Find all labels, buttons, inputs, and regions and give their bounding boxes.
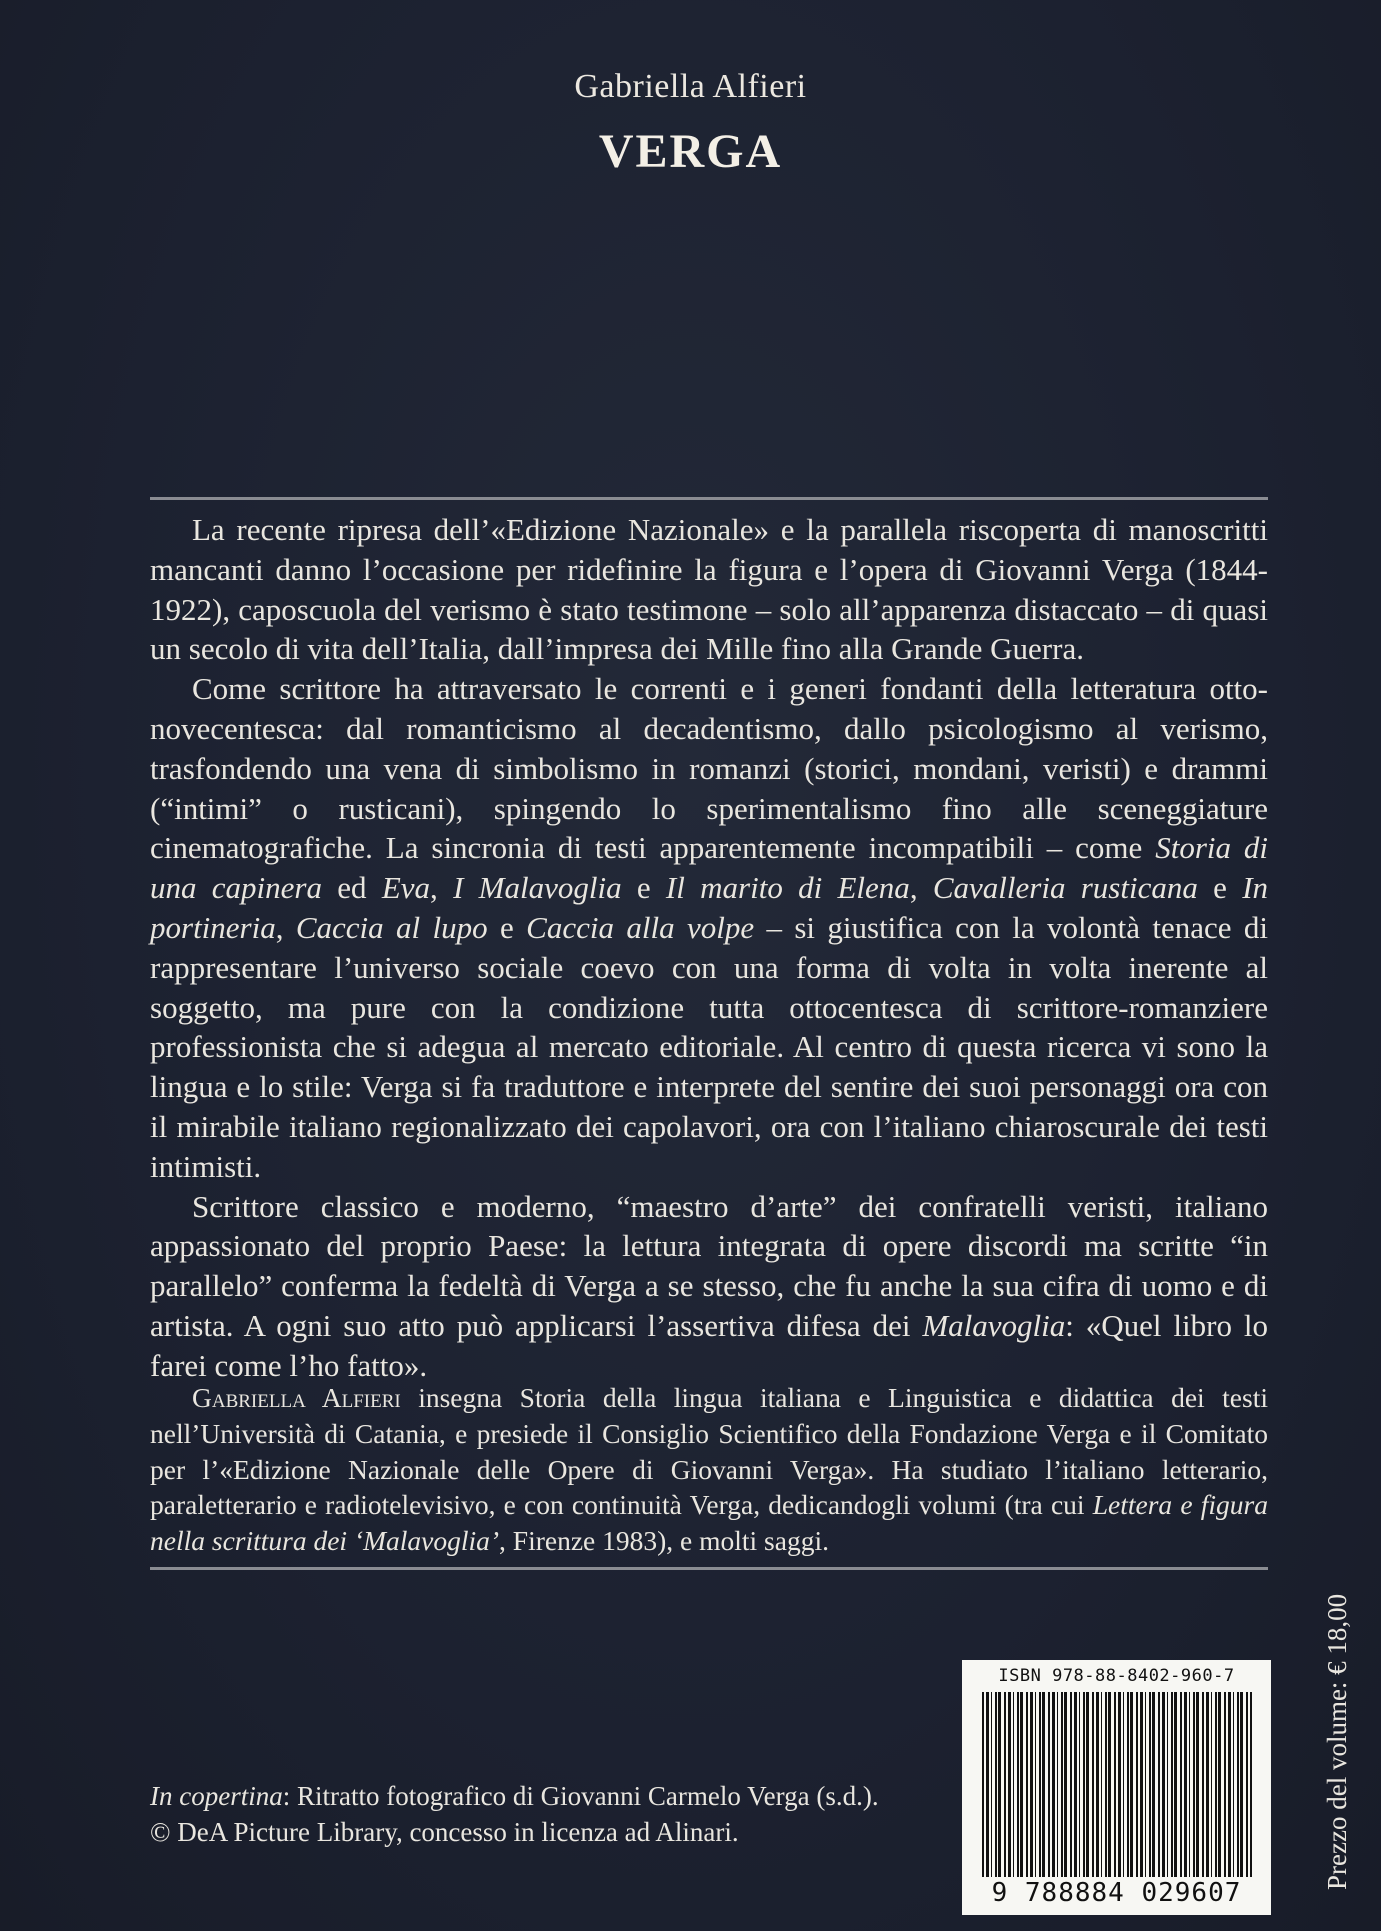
book-title: VERGA <box>598 125 783 178</box>
synopsis-text: – si giustifica con la volontà tenace di rappresentare l’universo sociale coevo con una forma di volta in volta inerente al soggetto, ma pure con la condizione tutta ottocentesca di scrittore-romanziere professionista che si adegua al mercato editoriale. Al centro di questa ricerca vi sono la lingua e lo stile: Verga si fa traduttore e interprete del sentire dei suoi personaggi ora con il mirabile italiano regionalizzato dei capolavori, ora con l’italiano chiaroscurale dei testi intimisti. <box>150 909 1268 1184</box>
bio-paragraph <box>150 1380 1268 1559</box>
work-title: Eva <box>381 870 431 906</box>
isbn-number: ISBN 978-88-8402-960-7 <box>998 1666 1235 1686</box>
synopsis-text: , <box>275 909 296 945</box>
credit-line-2: © DeA Picture Library, concesso in licenza ad Alinari. <box>150 1817 739 1847</box>
synopsis-text: , <box>909 870 933 906</box>
work-title: Caccia alla volpe <box>526 909 755 945</box>
synopsis-text: La recente ripresa dell’«Edizione Nazionale» e la parallela riscoperta di manoscritti mancanti danno l’occasione per ridefinire la figura e l’opera di Giovanni Verga (1844-1922), caposcuola del verismo è stato testimone – solo all’apparenza distaccato – di quasi un secolo di vita dell’Italia, dall’impresa dei Mille fino alla Grande Guerra. <box>150 512 1268 667</box>
bottom-divider <box>150 1567 1268 1570</box>
synopsis-text: , <box>430 870 454 906</box>
synopsis-paragraph-1 <box>150 510 1268 669</box>
work-title: Caccia al lupo <box>295 909 488 945</box>
credit-label: In copertina <box>150 1781 283 1811</box>
work-title: Malavoglia <box>922 1307 1066 1343</box>
synopsis-text: e <box>487 909 527 945</box>
bio-book-title: Lettera e figura nella scrittura dei ‘Malavoglia’ <box>150 1489 1268 1557</box>
work-title: In portineria <box>150 870 1269 945</box>
synopsis-paragraph-3 <box>150 1187 1268 1386</box>
bio-text: insegna Storia della lingua italiana e Linguistica e didattica dei testi nell’Università di Catania, e presiede il Consiglio Scientifico della Fondazione Verga e il Comitato per l’«Edizione Nazionale delle Opere di Giovanni Verga». Ha studiato l’italiano letterario, paraletterario e radiotelevisivo, e con continuità Verga, dedicandogli volumi (tra cui <box>150 1382 1268 1521</box>
credit-text: : Ritratto fotografico di Giovanni Carmelo Verga (s.d.). <box>282 1781 879 1811</box>
synopsis-text: : «Quel libro lo farei come l’ho fatto». <box>150 1307 1268 1383</box>
bio-author-name: Gabriella Alfieri <box>192 1382 401 1413</box>
barcode-bars <box>982 1692 1252 1877</box>
synopsis-text: e <box>621 870 666 906</box>
credit-line-1 <box>150 1778 950 1814</box>
synopsis-text: ed <box>321 870 382 906</box>
author-name: Gabriella Alfieri <box>574 68 807 105</box>
work-title: Cavalleria rusticana <box>932 870 1198 906</box>
barcode <box>962 1660 1271 1915</box>
cover-credit <box>150 1778 950 1850</box>
synopsis-text: Come scrittore ha attraversato le correnti e i generi fondanti della letteratura otto-novecentesca: dal romanticismo al decadentismo, dallo psicologismo al verismo, trasfondendo una vena di simbolismo in romanzi (storici, mondani, veristi) e drammi (“intimi” o rusticani), spingendo lo sperimentalismo fino alle sceneggiature cinematografiche. La sincronia di testi apparentemente incompatibili – come <box>150 671 1268 866</box>
author-bio <box>150 1380 1268 1559</box>
synopsis-text: e <box>1197 870 1243 906</box>
synopsis-text: Scrittore classico e moderno, “maestro d’arte” dei confratelli veristi, italiano appassionato del proprio Paese: la lettura integrata di opere discordi ma scritte “in parallelo” conferma la fedeltà di Verga a se stesso, che fu anche la sua cifra di uomo e di artista. A ogni suo atto può applicarsi l’assertiva difesa dei <box>150 1188 1268 1343</box>
synopsis-paragraph-2 <box>150 669 1268 1186</box>
work-title: Il marito di Elena <box>665 870 910 906</box>
ean-number: 9 788884 029607 <box>991 1878 1242 1908</box>
work-title: I Malavoglia <box>453 870 622 906</box>
synopsis <box>150 510 1268 1386</box>
top-divider <box>150 497 1268 500</box>
work-title: Storia di una capinera <box>150 830 1268 906</box>
price-label: Prezzo del volume: € 18,00 <box>1322 1593 1352 1890</box>
bio-text: , Firenze 1983), e molti saggi. <box>499 1525 829 1557</box>
